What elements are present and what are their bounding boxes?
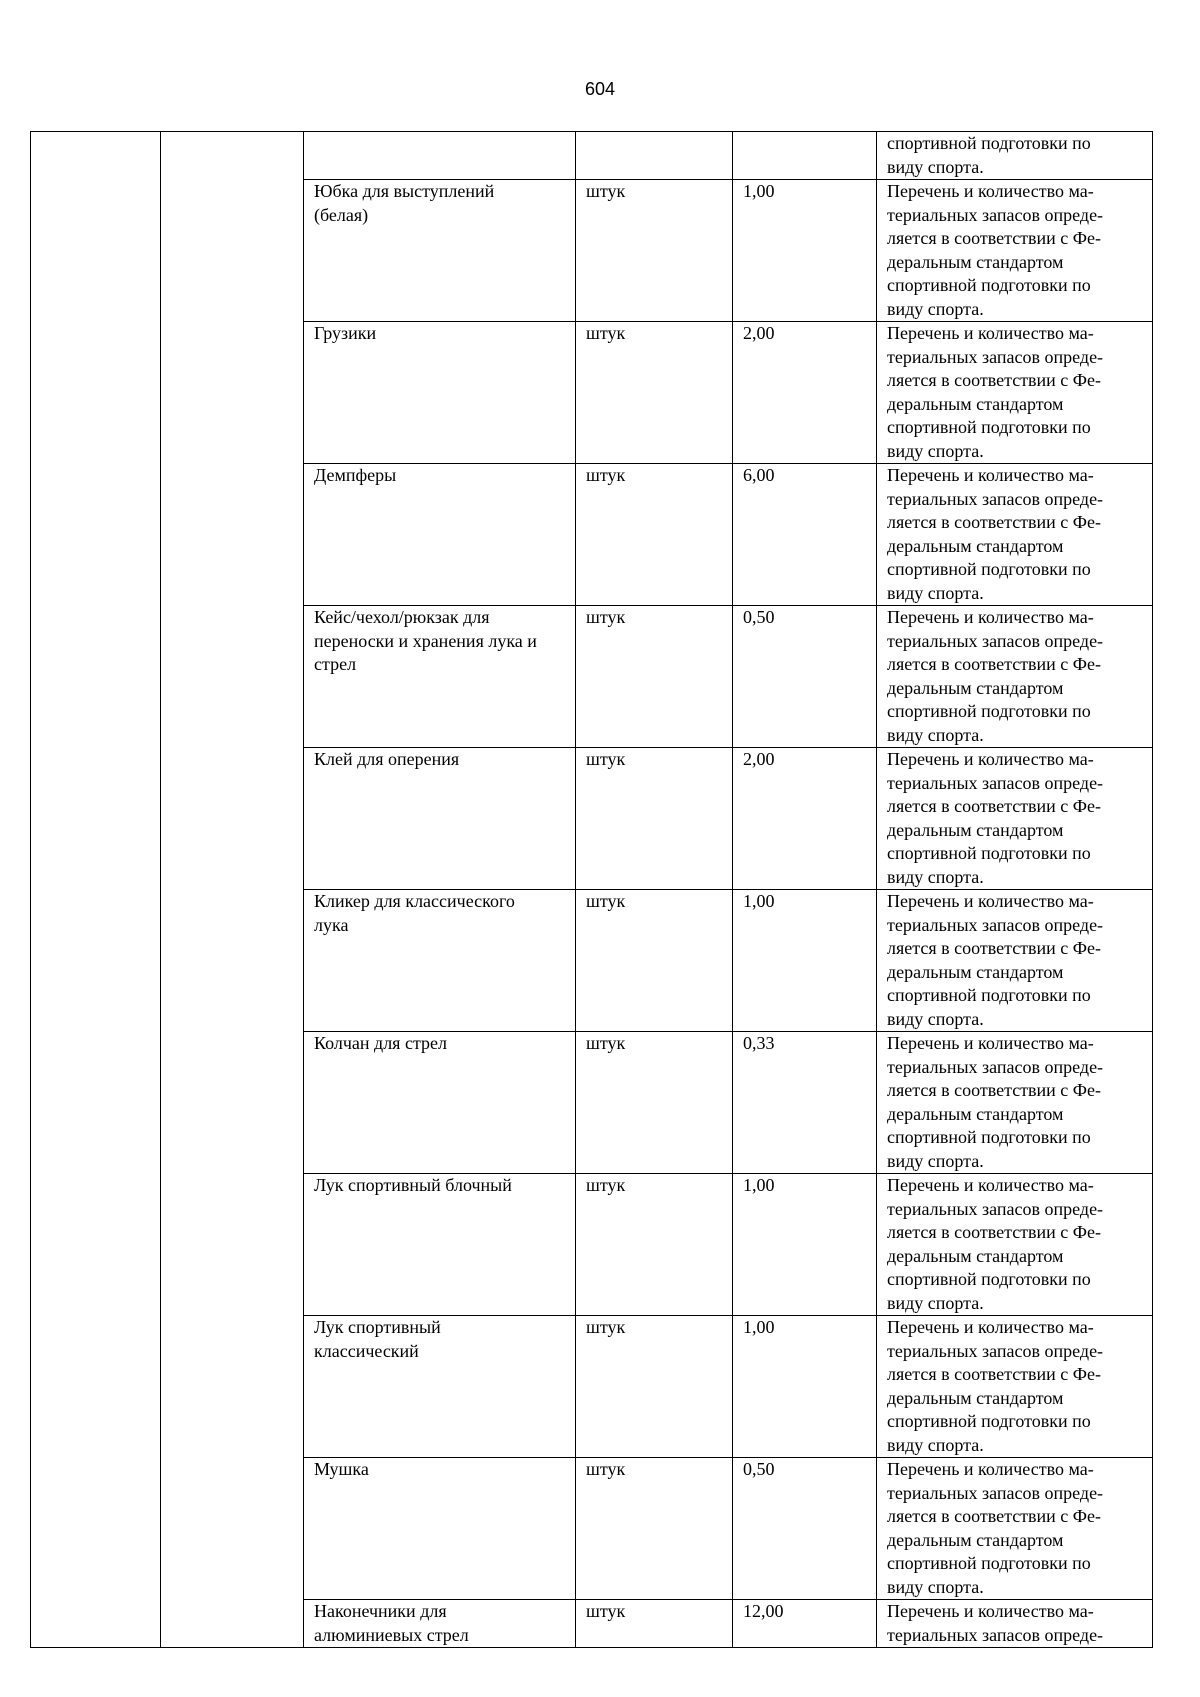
item-name-cell: Мушка: [304, 1458, 576, 1600]
item-unit-cell: штук: [576, 1600, 733, 1648]
item-unit-cell: штук: [576, 1032, 733, 1174]
item-unit-cell: штук: [576, 1174, 733, 1316]
table-row-continuation: [31, 132, 1153, 180]
item-name-cell: Демпферы: [304, 464, 576, 606]
item-qty-cell: 6,00: [733, 464, 877, 606]
item-note-cell: Перечень и количество ма- териальных запасов опреде-: [877, 1600, 1153, 1648]
unit-cell: [576, 132, 733, 180]
qty-cell: [733, 132, 877, 180]
item-name-cell: Кейс/чехол/рюкзак для переноски и хранения лука и стрел: [304, 606, 576, 748]
item-qty-cell: 1,00: [733, 1316, 877, 1458]
item-qty-cell: 1,00: [733, 1174, 877, 1316]
item-name-cell: Лук спортивный классический: [304, 1316, 576, 1458]
item-unit-cell: штук: [576, 606, 733, 748]
item-note-cell: Перечень и количество ма- териальных запасов опреде- ляется в соответствии с Фе- деральным стандартом спортивной подготовки по виду спорта.: [877, 1174, 1153, 1316]
item-name-cell: Юбка для выступлений (белая): [304, 180, 576, 322]
item-qty-cell: 1,00: [733, 180, 877, 322]
item-name-cell: Кликер для классического лука: [304, 890, 576, 1032]
item-unit-cell: штук: [576, 748, 733, 890]
item-note-cell: Перечень и количество ма- териальных запасов опреде- ляется в соответствии с Фе- деральным стандартом спортивной подготовки по виду спорта.: [877, 180, 1153, 322]
item-qty-cell: 2,00: [733, 322, 877, 464]
item-qty-cell: 2,00: [733, 748, 877, 890]
item-note-cell: Перечень и количество ма- териальных запасов опреде- ляется в соответствии с Фе- деральным стандартом спортивной подготовки по виду спорта.: [877, 890, 1153, 1032]
item-note-cell: Перечень и количество ма- териальных запасов опреде- ляется в соответствии с Фе- деральным стандартом спортивной подготовки по виду спорта.: [877, 1316, 1153, 1458]
item-unit-cell: штук: [576, 464, 733, 606]
page-number: 604: [584, 79, 616, 99]
item-unit-cell: штук: [576, 1458, 733, 1600]
item-qty-cell: 0,50: [733, 606, 877, 748]
note-cell: спортивной подготовки по виду спорта.: [877, 132, 1153, 180]
item-qty-cell: 12,00: [733, 1600, 877, 1648]
item-note-cell: Перечень и количество ма- териальных запасов опреде- ляется в соответствии с Фе- деральным стандартом спортивной подготовки по виду спорта.: [877, 1458, 1153, 1600]
item-note-cell: Перечень и количество ма- териальных запасов опреде- ляется в соответствии с Фе- деральным стандартом спортивной подготовки по виду спорта.: [877, 1032, 1153, 1174]
item-name-cell: Колчан для стрел: [304, 1032, 576, 1174]
item-qty-cell: 0,50: [733, 1458, 877, 1600]
item-name-cell: Лук спортивный блочный: [304, 1174, 576, 1316]
merged-cell-col1: [31, 132, 161, 1648]
item-unit-cell: штук: [576, 322, 733, 464]
item-note-cell: Перечень и количество ма- териальных запасов опреде- ляется в соответствии с Фе- деральным стандартом спортивной подготовки по виду спорта.: [877, 464, 1153, 606]
item-name-cell: Наконечники для алюминиевых стрел: [304, 1600, 576, 1648]
item-qty-cell: 1,00: [733, 890, 877, 1032]
item-unit-cell: штук: [576, 180, 733, 322]
item-unit-cell: штук: [576, 1316, 733, 1458]
name-cell: [304, 132, 576, 180]
merged-cell-col2: [161, 132, 304, 1648]
item-unit-cell: штук: [576, 890, 733, 1032]
equipment-table: [30, 131, 1153, 1648]
item-note-cell: Перечень и количество ма- териальных запасов опреде- ляется в соответствии с Фе- деральным стандартом спортивной подготовки по виду спорта.: [877, 322, 1153, 464]
item-note-cell: Перечень и количество ма- териальных запасов опреде- ляется в соответствии с Фе- деральным стандартом спортивной подготовки по виду спорта.: [877, 606, 1153, 748]
item-qty-cell: 0,33: [733, 1032, 877, 1174]
item-name-cell: Клей для оперения: [304, 748, 576, 890]
item-name-cell: Грузики: [304, 322, 576, 464]
item-note-cell: Перечень и количество ма- териальных запасов опреде- ляется в соответствии с Фе- деральным стандартом спортивной подготовки по виду спорта.: [877, 748, 1153, 890]
